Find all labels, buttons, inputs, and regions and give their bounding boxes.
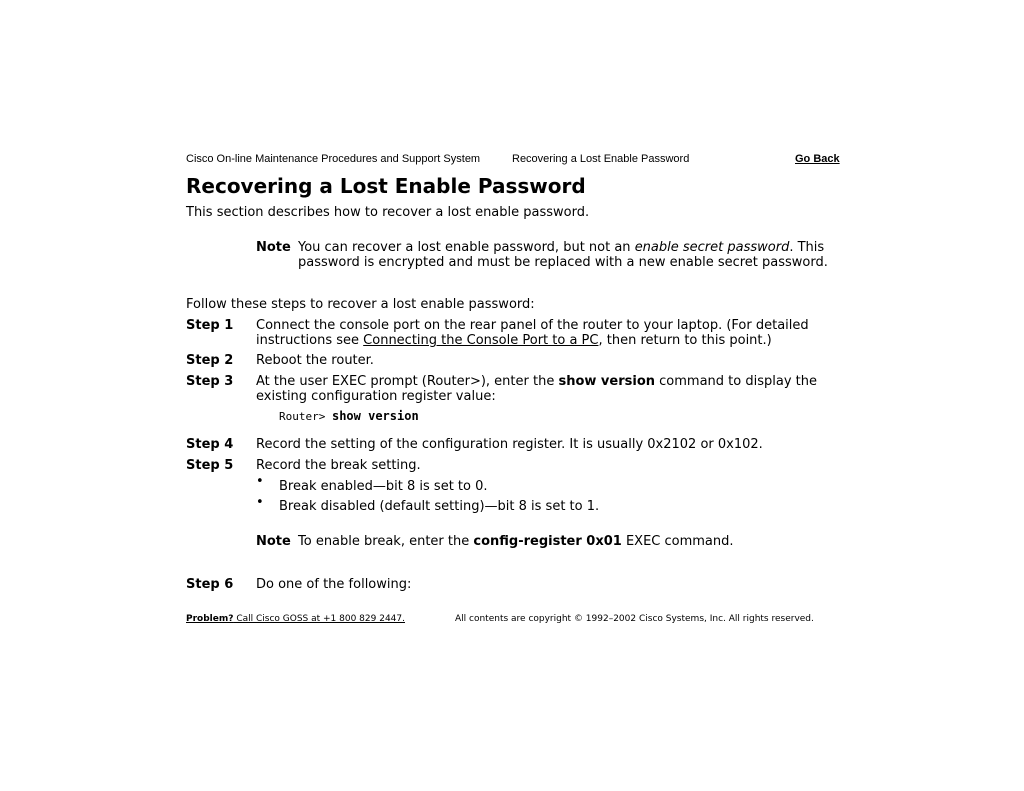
problem-label: Problem? — [186, 614, 234, 624]
step-label: Step 6 — [186, 577, 234, 592]
support-phone: Call Cisco GOSS at +1 800 829 2447. — [233, 614, 405, 624]
support-link[interactable] — [186, 614, 405, 624]
command-name: config-register 0x01 — [473, 534, 622, 549]
note-label: Note — [256, 534, 291, 549]
code-example — [279, 409, 419, 424]
list-item: Break disabled (default setting)—bit 8 is set to 1. — [279, 499, 600, 514]
intro-text: This section describes how to recover a lost enable password. — [186, 205, 590, 220]
copyright-text: All contents are copyright © 1992–2002 Cisco Systems, Inc. All rights reserved. — [455, 614, 814, 624]
step-text — [256, 318, 809, 348]
note-emphasis: enable secret password — [634, 240, 790, 255]
note-text-line2: password is encrypted and must be replaced with a new enable secret password. — [298, 255, 828, 270]
step-label: Step 2 — [186, 353, 234, 368]
note-text — [298, 534, 734, 549]
bullet-icon: • — [256, 495, 264, 510]
page-title: Recovering a Lost Enable Password — [186, 174, 586, 198]
step-text-part: , then return to this point.) — [598, 333, 772, 348]
note-text-part: . This — [789, 240, 825, 255]
step-text: Reboot the router. — [256, 353, 374, 368]
section-title: Recovering a Lost Enable Password — [512, 153, 690, 165]
step-text-part: command to display the — [655, 374, 817, 389]
document-title: Cisco On-line Maintenance Procedures and Support System — [186, 153, 481, 165]
steps-intro: Follow these steps to recover a lost enable password: — [186, 297, 535, 312]
step-text: Do one of the following: — [256, 577, 412, 592]
command-name: show version — [558, 374, 656, 389]
step-label: Step 5 — [186, 458, 234, 473]
step-text — [256, 374, 817, 404]
go-back-link[interactable]: Go Back — [795, 153, 840, 165]
note-label: Note — [256, 240, 291, 255]
bullet-icon: • — [256, 474, 264, 489]
note-text-part: EXEC command. — [621, 534, 734, 549]
console-port-link[interactable]: Connecting the Console Port to a PC — [363, 333, 599, 348]
note-text-part: You can recover a lost enable password, but not an — [298, 240, 635, 255]
step-text: Record the break setting. — [256, 458, 421, 473]
step-text: Record the setting of the configuration register. It is usually 0x2102 or 0x102. — [256, 437, 763, 452]
step-text-part: At the user EXEC prompt (Router>), enter the — [256, 374, 559, 389]
list-item: Break enabled—bit 8 is set to 0. — [279, 479, 488, 494]
step-label: Step 4 — [186, 437, 234, 452]
note-text-part: To enable break, enter the — [298, 534, 474, 549]
step-text-line: existing configuration register value: — [256, 389, 496, 404]
code-command: show version — [331, 409, 419, 423]
step-text-line: Connect the console port on the rear panel of the router to your laptop. (For detailed — [256, 318, 809, 333]
note-text — [298, 240, 828, 270]
step-label: Step 3 — [186, 374, 234, 389]
code-prompt: Router> — [279, 410, 332, 423]
step-text-part: instructions see — [256, 333, 364, 348]
step-label: Step 1 — [186, 318, 234, 333]
